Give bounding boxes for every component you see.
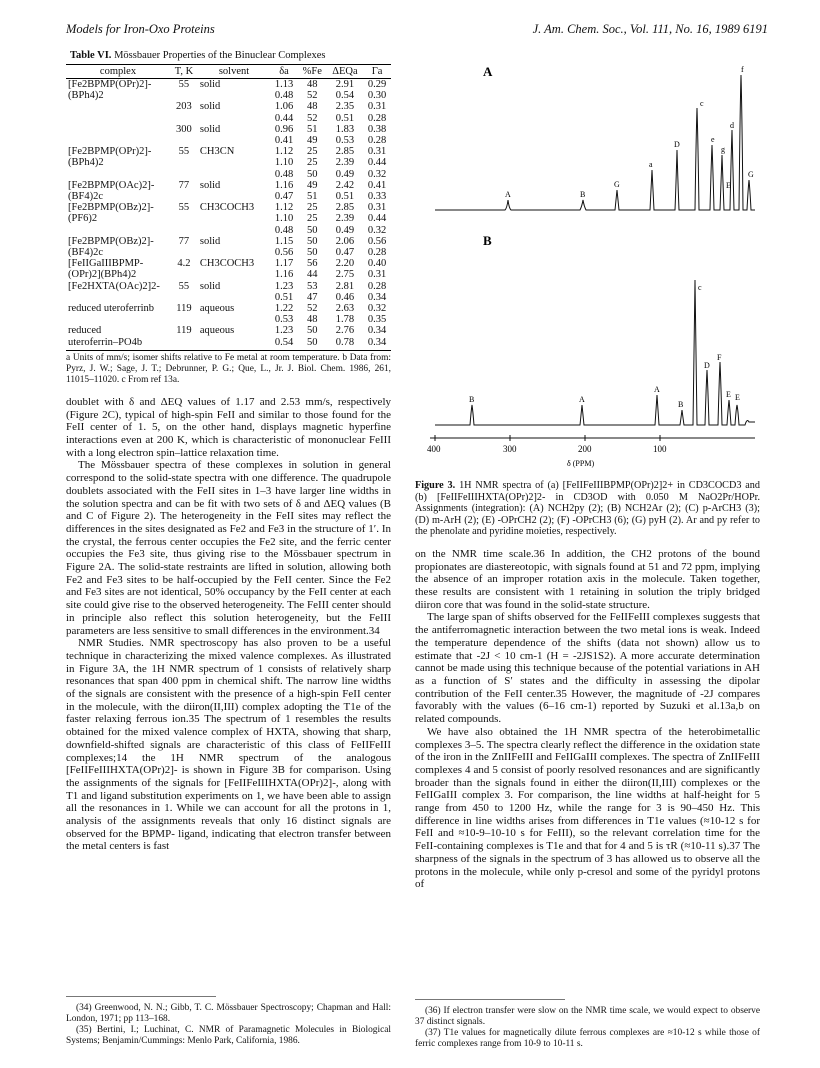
table-cell — [198, 337, 270, 351]
table-cell: 1.17 — [274, 258, 294, 270]
table-row — [66, 146, 391, 157]
table-cell: 1.16 — [274, 269, 294, 281]
table-cell — [198, 269, 270, 280]
right-column — [415, 50, 760, 891]
nmr-figure — [415, 50, 760, 470]
table-row — [66, 281, 391, 292]
table-cell — [170, 213, 198, 224]
peak-label: B — [678, 400, 684, 409]
table-cell — [170, 292, 198, 303]
table-column-header: T, K — [170, 65, 198, 79]
table-cell: [Fe2BPMP(OBz)2]- — [68, 202, 154, 214]
table-cell: [Fe2BPMP(OBz)2]- — [68, 235, 154, 247]
table-cell: 25 — [307, 202, 318, 214]
table-cell: 300 — [176, 123, 192, 135]
table-cell: (BPh4)2 — [68, 90, 104, 102]
table-cell: 0.41 — [367, 179, 387, 191]
table-footnote: a Units of mm/s; isomer shifts relative to Fe metal at room temperature. b Data from: Pyrz, J. W.; Sage, J. T.; Debrunner, P. G.; Que, L., Jr. J. Biol. Chem. 1986, 261, 11015–11020. c From ref 13a. — [66, 352, 391, 385]
peak-label: c — [698, 283, 702, 292]
table-row — [66, 303, 391, 314]
table-row — [66, 113, 391, 124]
table-cell: 2.85 — [335, 146, 355, 158]
table-cell: 49 — [307, 179, 318, 191]
peak-label: E — [726, 390, 731, 399]
table-cell: [Fe2BPMP(OPr)2]- — [68, 146, 152, 158]
table-label: Table VI. — [70, 50, 112, 61]
footnote: (35) Bertini, I.; Luchinat, C. NMR of Paramagnetic Molecules in Biological Systems; Benjamin/Cummings: Menlo Park, California, 1986. — [66, 1025, 391, 1046]
peak-label: c — [700, 99, 704, 108]
table-row — [66, 180, 391, 191]
peak-label: D — [704, 361, 710, 370]
table-row — [66, 314, 391, 325]
paragraph: doublet with δ and ΔEQ values of 1.17 and 2.53 mm/s, respectively (Figure 2C), typical of high-spin FeII and similar to those found for the FeII center of 1. 5, on the other hand, displays magnetic hyperfine interactions even at 200 K, which is characteristic of mononuclear FeIII with a long electron spin–lattice relaxation time. — [66, 395, 391, 459]
table-row — [66, 292, 391, 303]
table-cell — [66, 169, 170, 180]
panel-a-label: A — [483, 64, 493, 79]
panel-b-label: B — [483, 233, 492, 248]
table-cell — [170, 247, 198, 258]
table-cell: 2.85 — [335, 202, 355, 214]
table-cell: 0.48 — [274, 168, 294, 180]
paragraph: The Mössbauer spectra of these complexes in solution in general correspond to the solid-state spectra with one difference. The quadrupole doublets associated with the FeII sites in 1–3 have larger line widths in the solution spectra and can be fit with two sets of δ and ΔEQ values (B and C of Figure 2). The heterogeneity in the FeII sites may reflect the differences in the sites designated as Fe2 and Fe3 in the structure of 1′. In the crystal, the ferrous center occupies the Fe2 site, and the ferric center occupies the Fe3 site, thus giving rise to the Mössbauer spectrum in Figure 2A. The solid-state restraints are lifted in solution, allowing both Fe2 and Fe3 sites to be half-occupied by the FeII center. Since the Fe2 and Fe3 sites are not identical, 50% occupancy by the FeII center at each site could give rise to the observed heterogeneity. The FeIII center should in principle also reflect this solution heterogeneity, but the FeIII parameters are less sensitive to small differences in the environment.34 — [66, 459, 391, 637]
table-cell — [198, 90, 270, 101]
table-cell — [198, 135, 270, 146]
table-cell: 0.51 — [335, 191, 355, 203]
peak-label: A — [579, 395, 585, 404]
table-cell: (BPh4)2 — [68, 157, 104, 169]
table-cell: 0.56 — [274, 247, 294, 259]
table-cell: 25 — [307, 157, 318, 169]
peak-label: e — [711, 135, 715, 144]
table-cell: 50 — [307, 168, 318, 180]
table-row — [66, 90, 391, 101]
table-cell: 56 — [307, 258, 318, 270]
table-cell: CH3COCH3 — [199, 202, 255, 214]
table-cell — [170, 269, 198, 280]
table-row — [66, 191, 391, 202]
table-cell: 1.22 — [274, 303, 294, 315]
footnotes-right — [415, 995, 760, 1050]
table-cell: 0.54 — [270, 337, 298, 351]
table-cell — [66, 135, 170, 146]
table-cell: 0.48 — [274, 224, 294, 236]
table-cell — [170, 113, 198, 124]
table-cell: 0.47 — [274, 191, 294, 203]
table-cell: 0.38 — [367, 123, 387, 135]
table-cell: 50 — [307, 247, 318, 259]
table-cell: 1.12 — [274, 202, 294, 214]
table-cell: aqueous — [199, 303, 235, 315]
table-cell: 2.76 — [335, 325, 355, 337]
table-cell: 0.44 — [367, 157, 387, 169]
table-row — [66, 337, 391, 351]
table-cell: 44 — [307, 269, 318, 281]
table-cell — [198, 169, 270, 180]
table-column-header: solvent — [198, 65, 270, 79]
table-cell: [Fe2BPMP(OAc)2]- — [68, 179, 155, 191]
table-cell: 48 — [307, 101, 318, 113]
table-cell: CH3CN — [199, 146, 235, 158]
table-cell — [198, 191, 270, 202]
axis-tick-label: 200 — [578, 444, 592, 454]
table-cell: solid — [199, 235, 221, 247]
table-row — [66, 124, 391, 135]
table-cell: 77 — [178, 179, 190, 191]
table-cell: 0.49 — [335, 168, 355, 180]
table-cell: 1.23 — [274, 325, 294, 337]
table-cell: 2.39 — [335, 213, 355, 225]
footnote-divider — [66, 996, 216, 997]
table-header-row — [66, 65, 391, 79]
table-cell: 0.51 — [274, 291, 294, 303]
table-cell: aqueous — [199, 325, 235, 337]
table-cell: (BF4)2c — [68, 191, 103, 203]
table-cell: 50 — [298, 337, 327, 351]
paragraph: on the NMR time scale.36 In addition, the CH2 protons of the bound propionates are diastereotopic, with signals found at 51 and 72 ppm, implying the absence of an improper rotation axis in the molecule. Taken together, these results are consistent with 1 retaining in solution the triply bridged diiron core that was found in the solid-state structure. — [415, 547, 760, 611]
table-cell: 50 — [307, 224, 318, 236]
table-cell — [170, 337, 198, 351]
table-cell: 0.31 — [367, 202, 387, 214]
table-cell — [170, 135, 198, 146]
table-row — [66, 247, 391, 258]
table-cell: 55 — [178, 202, 190, 214]
figure-caption — [415, 480, 760, 538]
table-row — [66, 157, 391, 168]
table-cell: 0.41 — [274, 135, 294, 147]
table-cell: 1.23 — [274, 280, 294, 292]
peak-label: G — [614, 180, 620, 189]
figure-label: Figure 3. — [415, 480, 456, 491]
table-cell — [170, 314, 198, 325]
table-cell: uteroferrin–PO4b — [66, 337, 170, 351]
footnote-divider — [415, 999, 565, 1000]
table-cell: 0.32 — [367, 168, 387, 180]
table-cell: 50 — [307, 325, 318, 337]
table-cell: 2.42 — [335, 179, 355, 191]
peak-label: F — [717, 353, 722, 362]
table-cell: 0.44 — [274, 112, 294, 124]
table-row — [66, 101, 391, 112]
table-row — [66, 325, 391, 336]
table-cell: 4.2 — [177, 258, 191, 270]
table-cell: 55 — [178, 146, 190, 158]
table-cell: 0.32 — [367, 303, 387, 315]
left-body-text — [66, 396, 391, 853]
nmr-spectra-svg — [415, 50, 760, 470]
table-cell: 1.10 — [274, 213, 294, 225]
axis-tick-label: 300 — [503, 444, 517, 454]
footnotes-left — [66, 992, 391, 1047]
table-column-header: δa — [270, 65, 298, 79]
table-cell: 49 — [307, 135, 318, 147]
table-cell: 0.51 — [335, 112, 355, 124]
table-row — [66, 213, 391, 224]
table-cell — [66, 113, 170, 124]
table-cell: 0.53 — [274, 314, 294, 326]
table-cell: 0.28 — [367, 280, 387, 292]
header-title: Models for Iron-Oxo Proteins — [66, 22, 215, 36]
table-cell: 203 — [176, 101, 192, 113]
peak-label: B — [469, 395, 475, 404]
table-cell: 0.56 — [367, 235, 387, 247]
table-cell: 2.81 — [335, 280, 355, 292]
table-column-header: %Fe — [298, 65, 327, 79]
table-cell: 47 — [307, 291, 318, 303]
table-cell: 0.48 — [274, 90, 294, 102]
table-cell — [198, 157, 270, 168]
table-cell: 25 — [307, 213, 318, 225]
table-cell — [170, 191, 198, 202]
figure-caption-text: 1H NMR spectra of (a) [FeIIFeIIIBPMP(OPr)2]2+ in CD3COCD3 and (b) [FeIIFeIIIHXTA(OPr)2]2- in CD3OD with 0.050 M NaO2Pr/HOPr. Assignments (integration): (A) NCH2py (2); (B) NCH2Ar (2); (C) p-ArCH3 (3); (D) m-ArH (2); (E) -OPrCH2 (2); (F) -OPrCH3 (6); (G) pyH (2). Ar and py refer to the phenolate and pyridine moieties, respectively. — [415, 480, 760, 538]
table-row — [66, 269, 391, 280]
peak-label: f — [741, 65, 744, 74]
table-cell: (OPr)2](BPh4)2 — [68, 269, 137, 281]
table-row — [66, 79, 391, 91]
paragraph: We have also obtained the 1H NMR spectra of the heterobimetallic complexes 3–5. The spectra clearly reflect the difference in the oxidation state of the iron in the ZnIIFeIII and FeIIGaIII complexes. The spectra of ZnIIFeIII complexes 4 and 5 consist of poorly resolved resonances and are significantly broader than the signals found in either the diiron(II,III) complexes or the FeIIGaIII complex 3. For comparison, the line widths at half-height for 5 range from 450 to 1200 Hz, while the range for 3 is 90–450 Hz. This difference in line widths arises from differences in T1e values (≈10-12 s for FeII and ≈10-9–10-10 s for FeIII), so the relevant correlation time for the FeII-containing complexes is T1e and that for 4 and 5 is τR (≈10-11 s).37 The sharpness of the signals in the spectrum of 3 has allowed us to observe all the protons in the molecule, while only p-cresol and some of the pyridyl protons of — [415, 725, 760, 891]
table-cell: 0.54 — [335, 90, 355, 102]
table-cell: solid — [199, 79, 221, 90]
table-cell: reduced — [68, 325, 102, 337]
table-cell — [66, 292, 170, 303]
table-cell: (PF6)2 — [68, 213, 98, 225]
table-cell: CH3COCH3 — [199, 258, 255, 270]
table-cell — [198, 213, 270, 224]
table-cell: 48 — [307, 314, 318, 326]
table-cell: [Fe2BPMP(OPr)2]- — [68, 79, 152, 90]
footnote: (37) T1e values for magnetically dilute ferrous complexes are ≈10-12 s while those of ferric complexes range from 10-9 to 10-11 s. — [415, 1028, 760, 1049]
table-cell: 55 — [178, 280, 190, 292]
table-cell: 0.34 — [363, 337, 391, 351]
table-cell: 51 — [307, 191, 318, 203]
table-column-header: complex — [66, 65, 170, 79]
peak-label: E — [735, 393, 740, 402]
spectrum-a-trace — [435, 75, 755, 210]
peak-label: g — [721, 145, 725, 154]
table-column-header: Γa — [363, 65, 391, 79]
table-cell: 2.06 — [335, 235, 355, 247]
table-cell: 1.16 — [274, 179, 294, 191]
table-cell — [198, 113, 270, 124]
table-cell: 0.53 — [335, 135, 355, 147]
table-cell: 77 — [178, 235, 190, 247]
table-cell: 0.49 — [335, 224, 355, 236]
table-cell: 0.33 — [367, 191, 387, 203]
peak-label: E — [726, 181, 731, 190]
table-cell: 0.34 — [367, 291, 387, 303]
table-cell: 2.63 — [335, 303, 355, 315]
table-row — [66, 169, 391, 180]
table-cell: [FeIIGaIIIBPMP- — [68, 258, 144, 270]
table-cell: 1.13 — [274, 79, 294, 90]
left-column — [66, 50, 391, 853]
table-cell — [198, 247, 270, 258]
table-cell: 25 — [307, 146, 318, 158]
table-cell: solid — [199, 123, 221, 135]
table-cell — [170, 169, 198, 180]
mossbauer-table — [66, 64, 391, 351]
table-cell — [66, 124, 170, 135]
table-cell: 2.20 — [335, 258, 355, 270]
table-cell — [66, 314, 170, 325]
table-cell: 119 — [176, 325, 192, 337]
table-cell: 1.10 — [274, 157, 294, 169]
table-cell: 0.46 — [335, 291, 355, 303]
table-cell: 0.34 — [367, 325, 387, 337]
table-row — [66, 225, 391, 236]
table-cell: 0.78 — [327, 337, 363, 351]
peak-label: a — [649, 160, 653, 169]
table-cell: 2.91 — [335, 79, 355, 90]
table-cell: 1.78 — [335, 314, 355, 326]
peak-label: G — [748, 170, 754, 179]
table-cell: 0.28 — [367, 112, 387, 124]
table-cell: 1.83 — [335, 123, 355, 135]
table-row — [66, 258, 391, 269]
table-cell: 2.75 — [335, 269, 355, 281]
table-cell: 0.47 — [335, 247, 355, 259]
table-cell: 48 — [307, 79, 318, 90]
table-cell: 1.15 — [274, 235, 294, 247]
table-cell: 50 — [307, 235, 318, 247]
table-cell: 0.96 — [274, 123, 294, 135]
table-cell: 51 — [307, 123, 318, 135]
peak-label: D — [674, 140, 680, 149]
table-cell: 55 — [178, 79, 190, 90]
paragraph: NMR Studies. NMR spectroscopy has also proven to be a useful technique in characterizing the mixed valence complexes. As illustrated in Figure 3A, the 1H NMR spectrum of 1 consists of relatively sharp resonances that span 400 ppm in chemical shift. The narrow line widths of the signals are consistent with the presence of a high-spin FeII center in the molecule, with the diiron(II,III) complex adopting the T1e of the faster relaxing ferrous ion.35 The spectrum of 1 resembles the results obtained for the mixed valence complex of HXTA, showing that sharp, downfield-shifted signals are characteristic of this class of FeIIFeIII complexes;14 the 1H NMR spectrum of the analogous [FeIIFeIIIHXTA(OPr)2]- is shown in Figure 3B for comparison. Using the assignments of the signals for [FeIIFeIIIHXTA(OPr)2]-, along with T1 and ligand substitution experiments on 1, we have been able to assign all the resonances in 1. While we can account for all the protons in 1, analysis of the assignments reveals that only 16 distinct signals are observed for the BPMP- ligand, indicating that electron transfer between the metal centers is fast — [66, 637, 391, 853]
table-cell — [170, 157, 198, 168]
table-cell — [170, 225, 198, 236]
table-title: Mössbauer Properties of the Binuclear Complexes — [114, 50, 326, 61]
peak-label: A — [654, 385, 660, 394]
footnote: (34) Greenwood, N. N.; Gibb, T. C. Mössbauer Spectroscopy; Chapman and Hall: London, 1971; pp 113–168. — [66, 1003, 391, 1024]
table-cell: 0.28 — [367, 135, 387, 147]
table-body — [66, 79, 391, 351]
table-cell: solid — [199, 101, 221, 113]
table-cell: 1.12 — [274, 146, 294, 158]
table-cell — [198, 314, 270, 325]
table-cell: 0.35 — [367, 314, 387, 326]
table-cell: solid — [199, 179, 221, 191]
table-cell: 53 — [307, 280, 318, 292]
table-cell: 0.29 — [367, 79, 387, 90]
table-cell: 2.39 — [335, 157, 355, 169]
table-cell: 0.30 — [367, 90, 387, 102]
table-row — [66, 135, 391, 146]
table-cell: 0.31 — [367, 101, 387, 113]
table-caption — [70, 50, 391, 61]
axis-tick-label: 100 — [653, 444, 667, 454]
table-column-header: ΔEQa — [327, 65, 363, 79]
table-cell: 0.40 — [367, 258, 387, 270]
right-body-text — [415, 548, 760, 891]
peak-label: A — [505, 190, 511, 199]
table-row — [66, 202, 391, 213]
table-cell — [198, 292, 270, 303]
table-cell: (BF4)2c — [68, 247, 103, 259]
table-cell: 0.44 — [367, 213, 387, 225]
table-cell — [66, 101, 170, 112]
running-header — [66, 22, 768, 40]
table-cell — [170, 90, 198, 101]
axis-label: δ (PPM) — [567, 459, 595, 468]
peak-label: d — [730, 121, 734, 130]
table-cell — [66, 225, 170, 236]
table-cell: 119 — [176, 303, 192, 315]
paragraph: The large span of shifts observed for the FeIIFeIII complexes suggests that the antiferromagnetic interaction between the two metal ions is weak. Indeed the temperature dependence of the shifts (data not shown) allow us to estimate that -2J < 10 cm-1 (H = -2JS1S2). A more accurate determination cannot be made using this technique because of the potential variations in AH as a function of S′ states and the difficulty in assessing the dipolar contribution of the FeII center.35 However, the magnitude of -2J compares favorably with the values (6–16 cm-1) reported by Suzuki et al.13a,b on related compounds. — [415, 611, 760, 726]
spectrum-b-trace — [435, 280, 755, 425]
peak-label: B — [580, 190, 586, 199]
footnote: (36) If electron transfer were slow on the NMR time scale, we would expect to observe 37 distinct signals. — [415, 1006, 760, 1027]
table-cell: reduced uteroferrinb — [68, 303, 154, 315]
table-cell: solid — [199, 280, 221, 292]
table-cell: 0.31 — [367, 269, 387, 281]
table-row — [66, 236, 391, 247]
axis-tick-label: 400 — [427, 444, 441, 454]
table-cell: 1.06 — [274, 101, 294, 113]
table-cell: [Fe2HXTA(OAc)2]2- — [68, 280, 160, 292]
table-cell: 0.28 — [367, 247, 387, 259]
table-cell: 0.32 — [367, 224, 387, 236]
table-cell: 0.31 — [367, 146, 387, 158]
table-cell: 52 — [307, 303, 318, 315]
table-cell: 52 — [307, 112, 318, 124]
table-cell: 52 — [307, 90, 318, 102]
table-cell — [198, 225, 270, 236]
table-cell: 2.35 — [335, 101, 355, 113]
header-journal: J. Am. Chem. Soc., Vol. 111, No. 16, 1989 6191 — [532, 22, 768, 36]
